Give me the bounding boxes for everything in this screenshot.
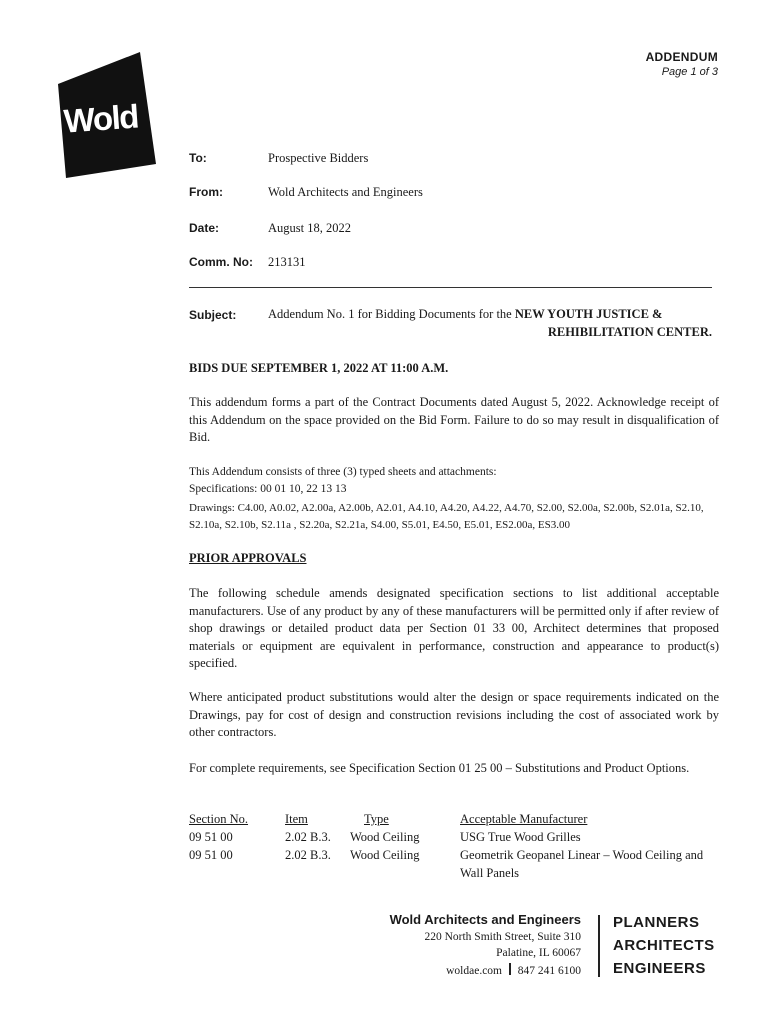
cell-manufacturer: Geometrik Geopanel Linear – Wood Ceiling and Wall Panels [460,848,704,880]
table-row [189,846,722,882]
to-label: To: [189,151,207,165]
table-header-row [189,810,722,828]
header-type-cell [350,810,460,828]
to-value: Prospective Bidders [268,151,369,165]
comm-label: Comm. No: [189,255,253,269]
date-value: August 18, 2022 [268,221,351,235]
wold-logo-icon [52,52,158,178]
footer-separator [509,963,511,975]
divider-rule [189,287,712,288]
substitutions-paragraph: Where anticipated product substitutions would alter the design or space requirements indicated on the Drawings, pay for cost of design and construction revisions including the cost of associated work by other contractors. [189,690,719,739]
date-label: Date: [189,221,220,235]
from-value: Wold Architects and Engineers [268,185,423,199]
drawings-line: Drawings: C4.00, A0.02, A2.00a, A2.00b, A2.01, A4.10, A4.20, A4.22, A4.70, S2.00, S2.00a, S2.00b, S2.01a, S2.10, S2.10a, S2.10b, S2.11a , S2.20a, S2.21a, S4.00, S5.01, E4.50, E5.01, ES2.00a, ES3.00 [189,502,704,531]
project-name-line1: NEW YOUTH JUSTICE & [514,307,663,321]
footer-role-engineers: ENGINEERS [613,960,706,977]
consists-line: This Addendum consists of three (3) typed sheets and attachments: [189,466,497,478]
from-label: From: [189,185,223,199]
cell-type: Wood Ceiling [350,848,420,862]
table-row [189,828,722,846]
footer-phone: 847 241 6100 [517,965,581,977]
cell-section: 09 51 00 [189,830,233,844]
comm-value: 213131 [268,255,306,269]
specifications-line: Specifications: 00 01 10, 22 13 13 [189,483,347,495]
header-item: Item [285,812,308,826]
subject-line [268,307,712,322]
bids-due: BIDS DUE SEPTEMBER 1, 2022 AT 11:00 A.M. [189,361,449,375]
approvals-table [189,810,722,882]
subject-label: Subject: [189,308,237,322]
cell-type: Wood Ceiling [350,830,420,844]
schedule-paragraph: The following schedule amends designated specification sections to list additional acceptable manufacturers. Use of any product by any of these manufacturers will be permitted only if after review of shop drawings or detailed product data per Section 01 33 00, Architect determines that proposed materials or equipment are equivalent in performance, construction and appearance to product(s) specified. [189,586,719,670]
header-type: Type [364,812,389,826]
addendum-title: ADDENDUM [645,50,718,64]
footer-contact [386,963,581,977]
logo-text: Wold [62,97,140,140]
footer-role-planners: PLANNERS [613,914,700,931]
cell-section: 09 51 00 [189,848,233,862]
cell-manufacturer: USG True Wood Grilles [460,830,581,844]
header-manufacturer: Acceptable Manufacturer [460,812,588,826]
footer-role-architects: ARCHITECTS [613,937,715,954]
footer-address-1: 220 North Smith Street, Suite 310 [424,931,581,943]
intro-paragraph: This addendum forms a part of the Contract Documents dated August 5, 2022. Acknowledge receipt of this Addendum on the space provided on the Bid Form. Failure to do so may result in disqualification of Bid. [189,395,719,444]
cell-item: 2.02 B.3. [285,848,331,862]
requirements-paragraph: For complete requirements, see Specification Section 01 25 00 – Substitutions and Product Options. [189,761,690,775]
header-section-no: Section No. [189,812,249,826]
subject-text: Addendum No. 1 for Bidding Documents for the [268,307,515,321]
footer-website-link[interactable]: woldae.com [446,965,502,977]
footer-address-2: Palatine, IL 60067 [496,947,581,959]
project-name-line2: REHIBILITATION CENTER. [547,325,712,339]
prior-approvals-heading: PRIOR APPROVALS [189,551,307,565]
page-number: Page 1 of 3 [661,66,718,78]
footer-divider [598,915,600,977]
footer-firm-name: Wold Architects and Engineers [389,912,581,927]
cell-item: 2.02 B.3. [285,830,331,844]
